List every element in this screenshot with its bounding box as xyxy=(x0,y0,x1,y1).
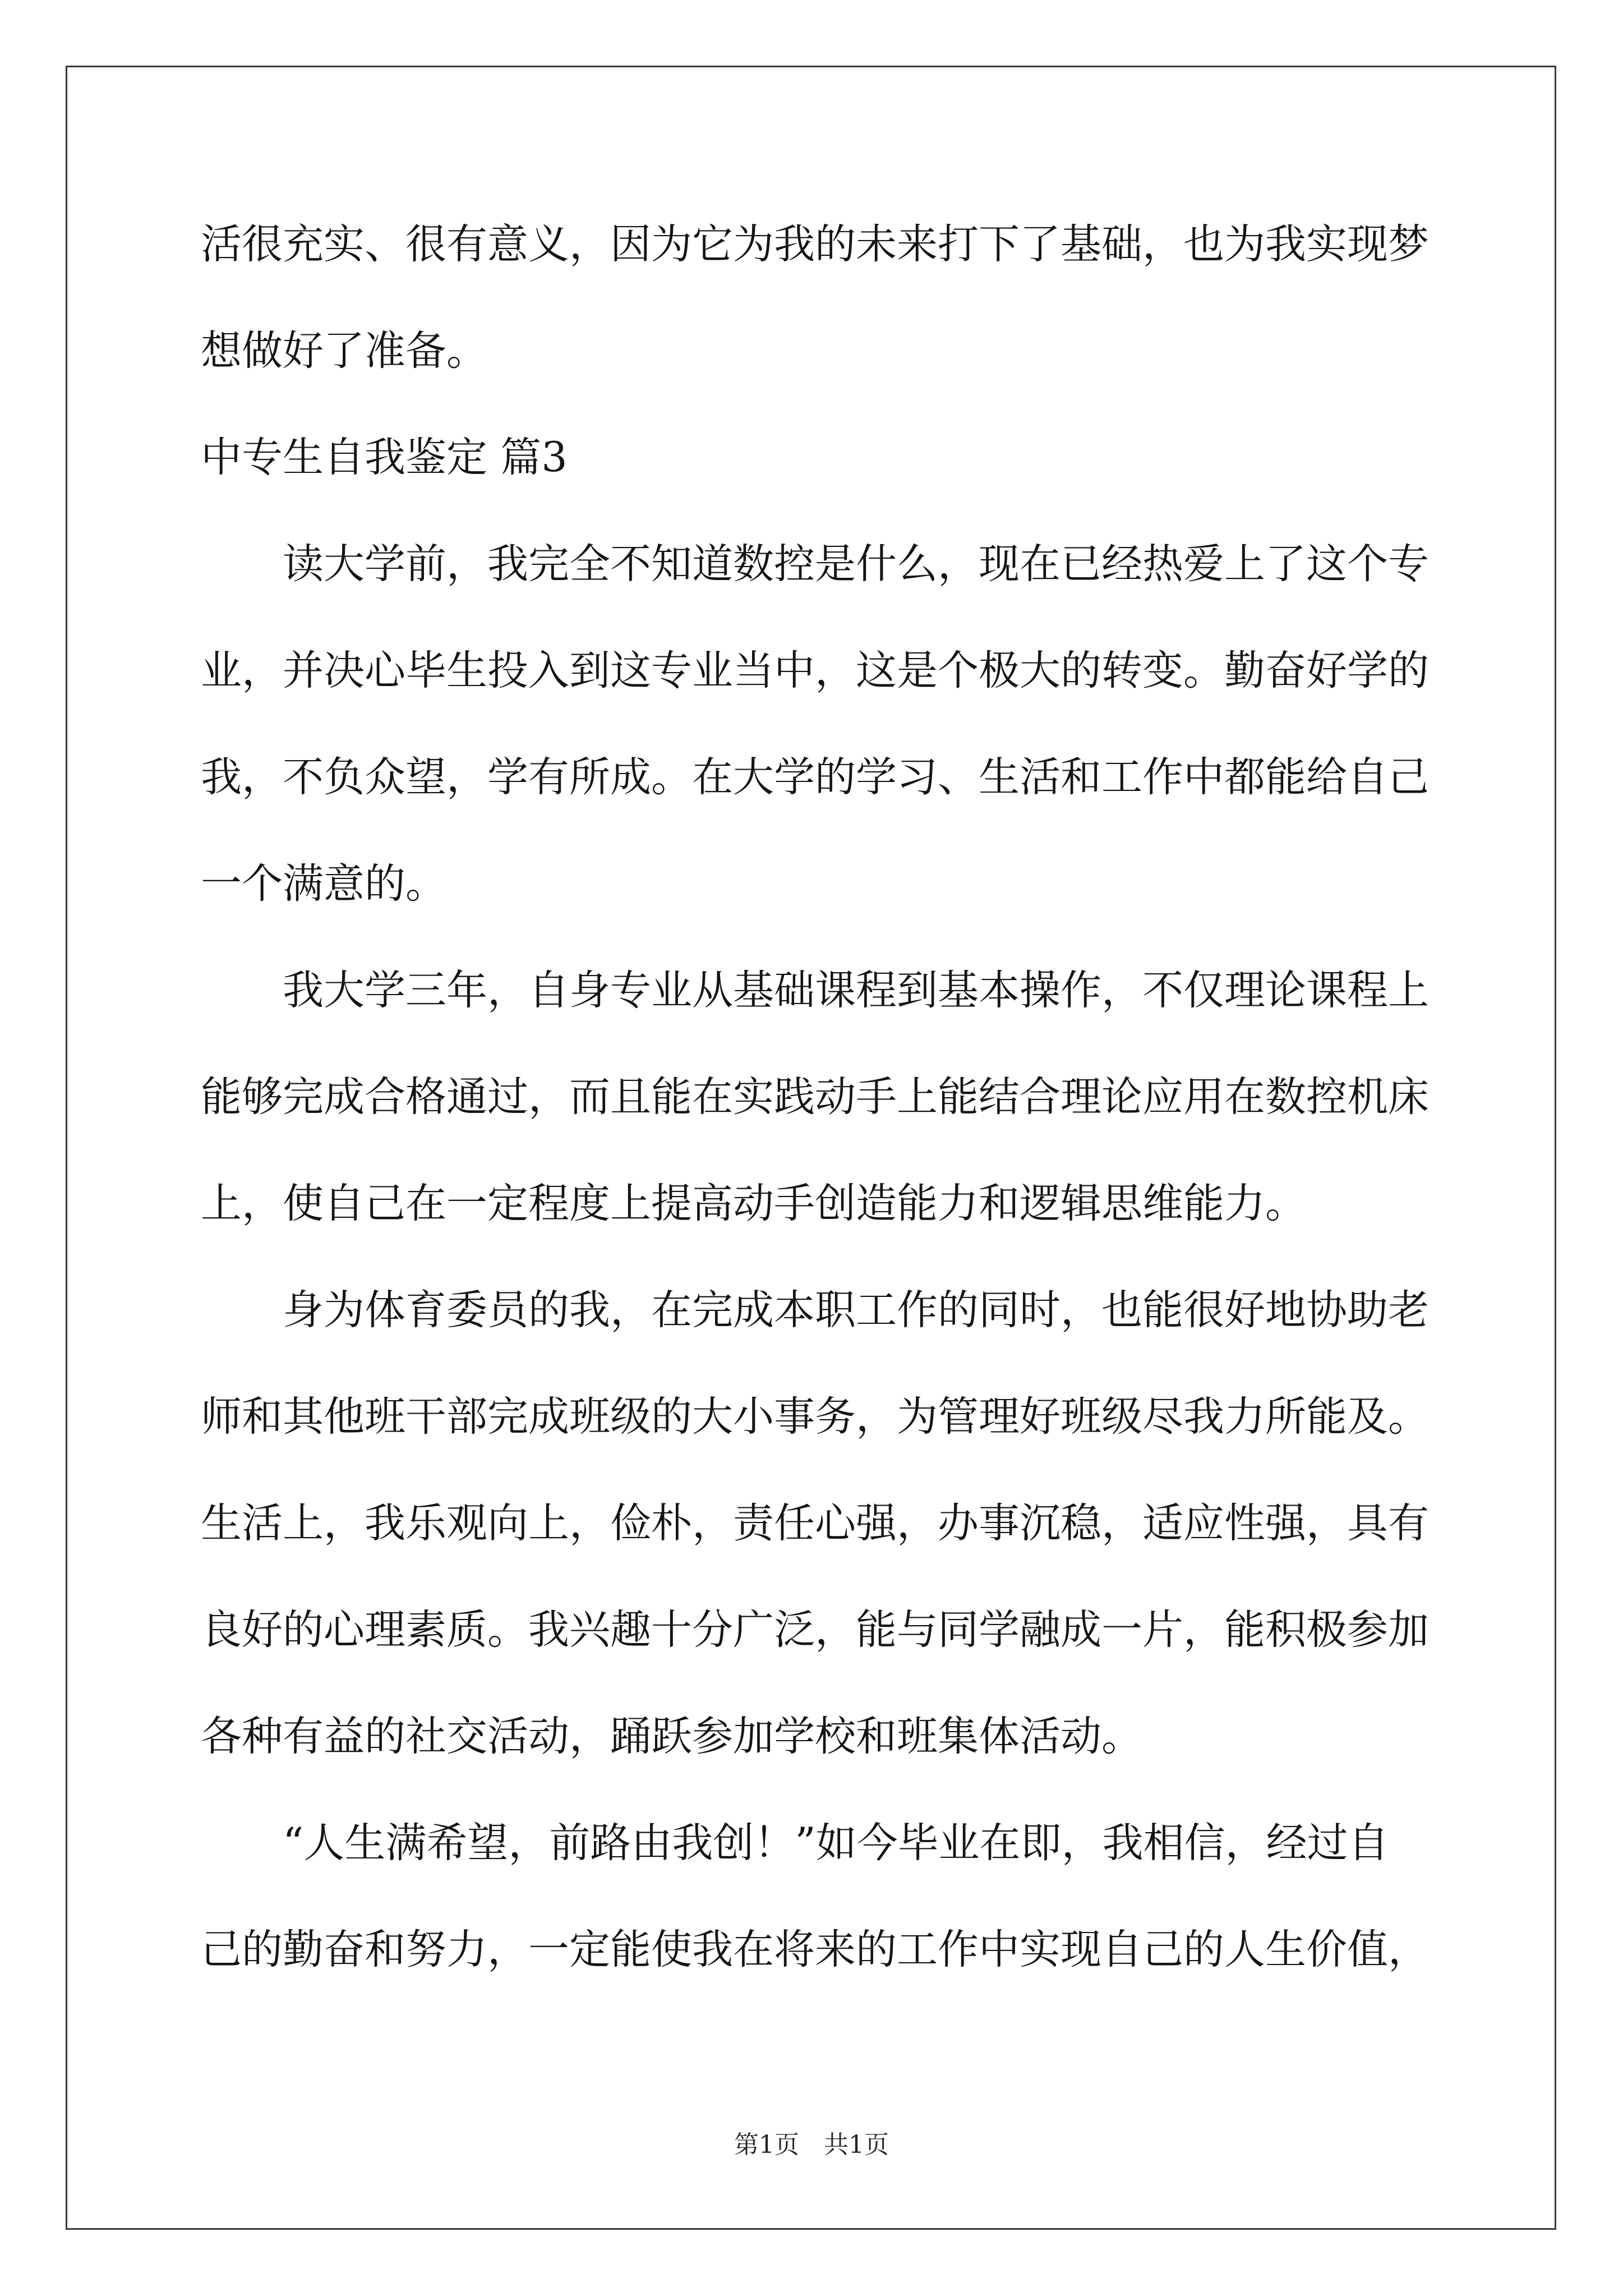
text-line: 活很充实、很有意义，因为它为我的未来打下了基础，也为我实现梦 xyxy=(201,220,1429,268)
page-total: 共1页 xyxy=(824,2131,889,2159)
text-line: 良好的心理素质。我兴趣十分广泛，能与同学融成一片，能积极参加 xyxy=(201,1606,1429,1654)
page-footer xyxy=(0,2128,1623,2162)
text-line: 能够完成合格通过，而且能在实践动手上能结合理论应用在数控机床 xyxy=(201,1073,1429,1121)
paragraph xyxy=(201,511,1468,937)
document-body xyxy=(201,191,1468,2003)
text-line: 师和其他班干部完成班级的大小事务，为管理好班级尽我力所能及。 xyxy=(201,1393,1429,1441)
text-line: 业，并决心毕生投入到这专业当中，这是个极大的转变。勤奋好学的 xyxy=(201,647,1429,694)
text-line: 读大学前，我完全不知道数控是什么，现在已经热爱上了这个专 xyxy=(283,540,1429,588)
text-line: 想做好了准备。 xyxy=(201,327,487,375)
section-heading: 中专生自我鉴定 篇3 xyxy=(201,434,568,481)
text-line: 我大学三年，自身专业从基础课程到基本操作，不仅理论课程上 xyxy=(283,967,1429,1014)
page-number: 第1页 xyxy=(734,2131,799,2159)
continuation-paragraph xyxy=(201,191,1468,404)
text-line: 上，使自己在一定程度上提高动手创造能力和逻辑思维能力。 xyxy=(201,1180,1306,1227)
text-line: 身为体育委员的我，在完成本职工作的同时，也能很好地协助老 xyxy=(283,1286,1429,1334)
paragraph xyxy=(201,1790,1468,2003)
paragraph xyxy=(201,937,1468,1257)
text-line: 生活上，我乐观向上，俭朴，责任心强，办事沉稳，适应性强，具有 xyxy=(201,1499,1429,1547)
paragraph xyxy=(201,1257,1468,1790)
text-line: 一个满意的。 xyxy=(201,860,446,908)
text-line: 各种有益的社交活动，踊跃参加学校和班集体活动。 xyxy=(201,1713,1142,1760)
text-line: “人生满希望，前路由我创！”如今毕业在即，我相信，经过自 xyxy=(283,1819,1389,1867)
text-line: 我，不负众望，学有所成。在大学的学习、生活和工作中都能给自己 xyxy=(201,753,1429,801)
text-line: 己的勤奋和努力，一定能使我在将来的工作中实现自己的人生价值， xyxy=(201,1926,1429,1973)
